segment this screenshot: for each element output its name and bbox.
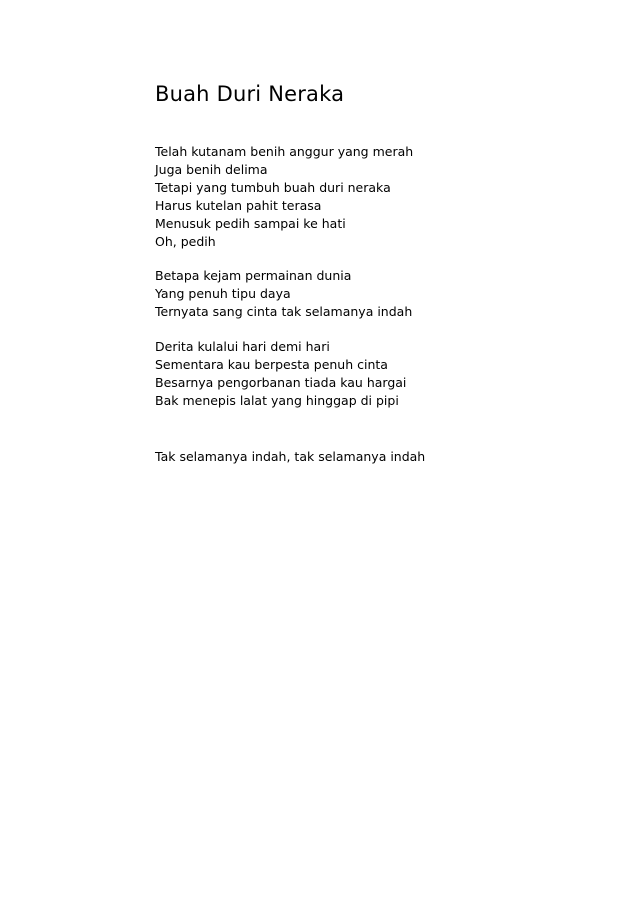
poem-line: Tetapi yang tumbuh buah duri neraka — [155, 180, 391, 195]
poem-line: Betapa kejam permainan dunia — [155, 268, 352, 283]
poem-line: Bak menepis lalat yang hinggap di pipi — [155, 393, 399, 408]
poem-line: Besarnya pengorbanan tiada kau hargai — [155, 375, 407, 390]
poem-line: Yang penuh tipu daya — [155, 286, 291, 301]
poem-line: Juga benih delima — [155, 162, 268, 177]
poem-line: Ternyata sang cinta tak selamanya indah — [155, 304, 413, 319]
poem-line: Derita kulalui hari demi hari — [155, 339, 330, 354]
poem-title: Buah Duri Neraka — [155, 82, 345, 106]
poem-line: Telah kutanam benih anggur yang merah — [155, 144, 414, 159]
poem-line: Sementara kau berpesta penuh cinta — [155, 357, 388, 372]
poem-line: Menusuk pedih sampai ke hati — [155, 216, 346, 231]
poem-line: Harus kutelan pahit terasa — [155, 198, 322, 213]
poem-line: Oh, pedih — [155, 234, 216, 249]
poem-line: Tak selamanya indah, tak selamanya indah — [155, 449, 426, 464]
